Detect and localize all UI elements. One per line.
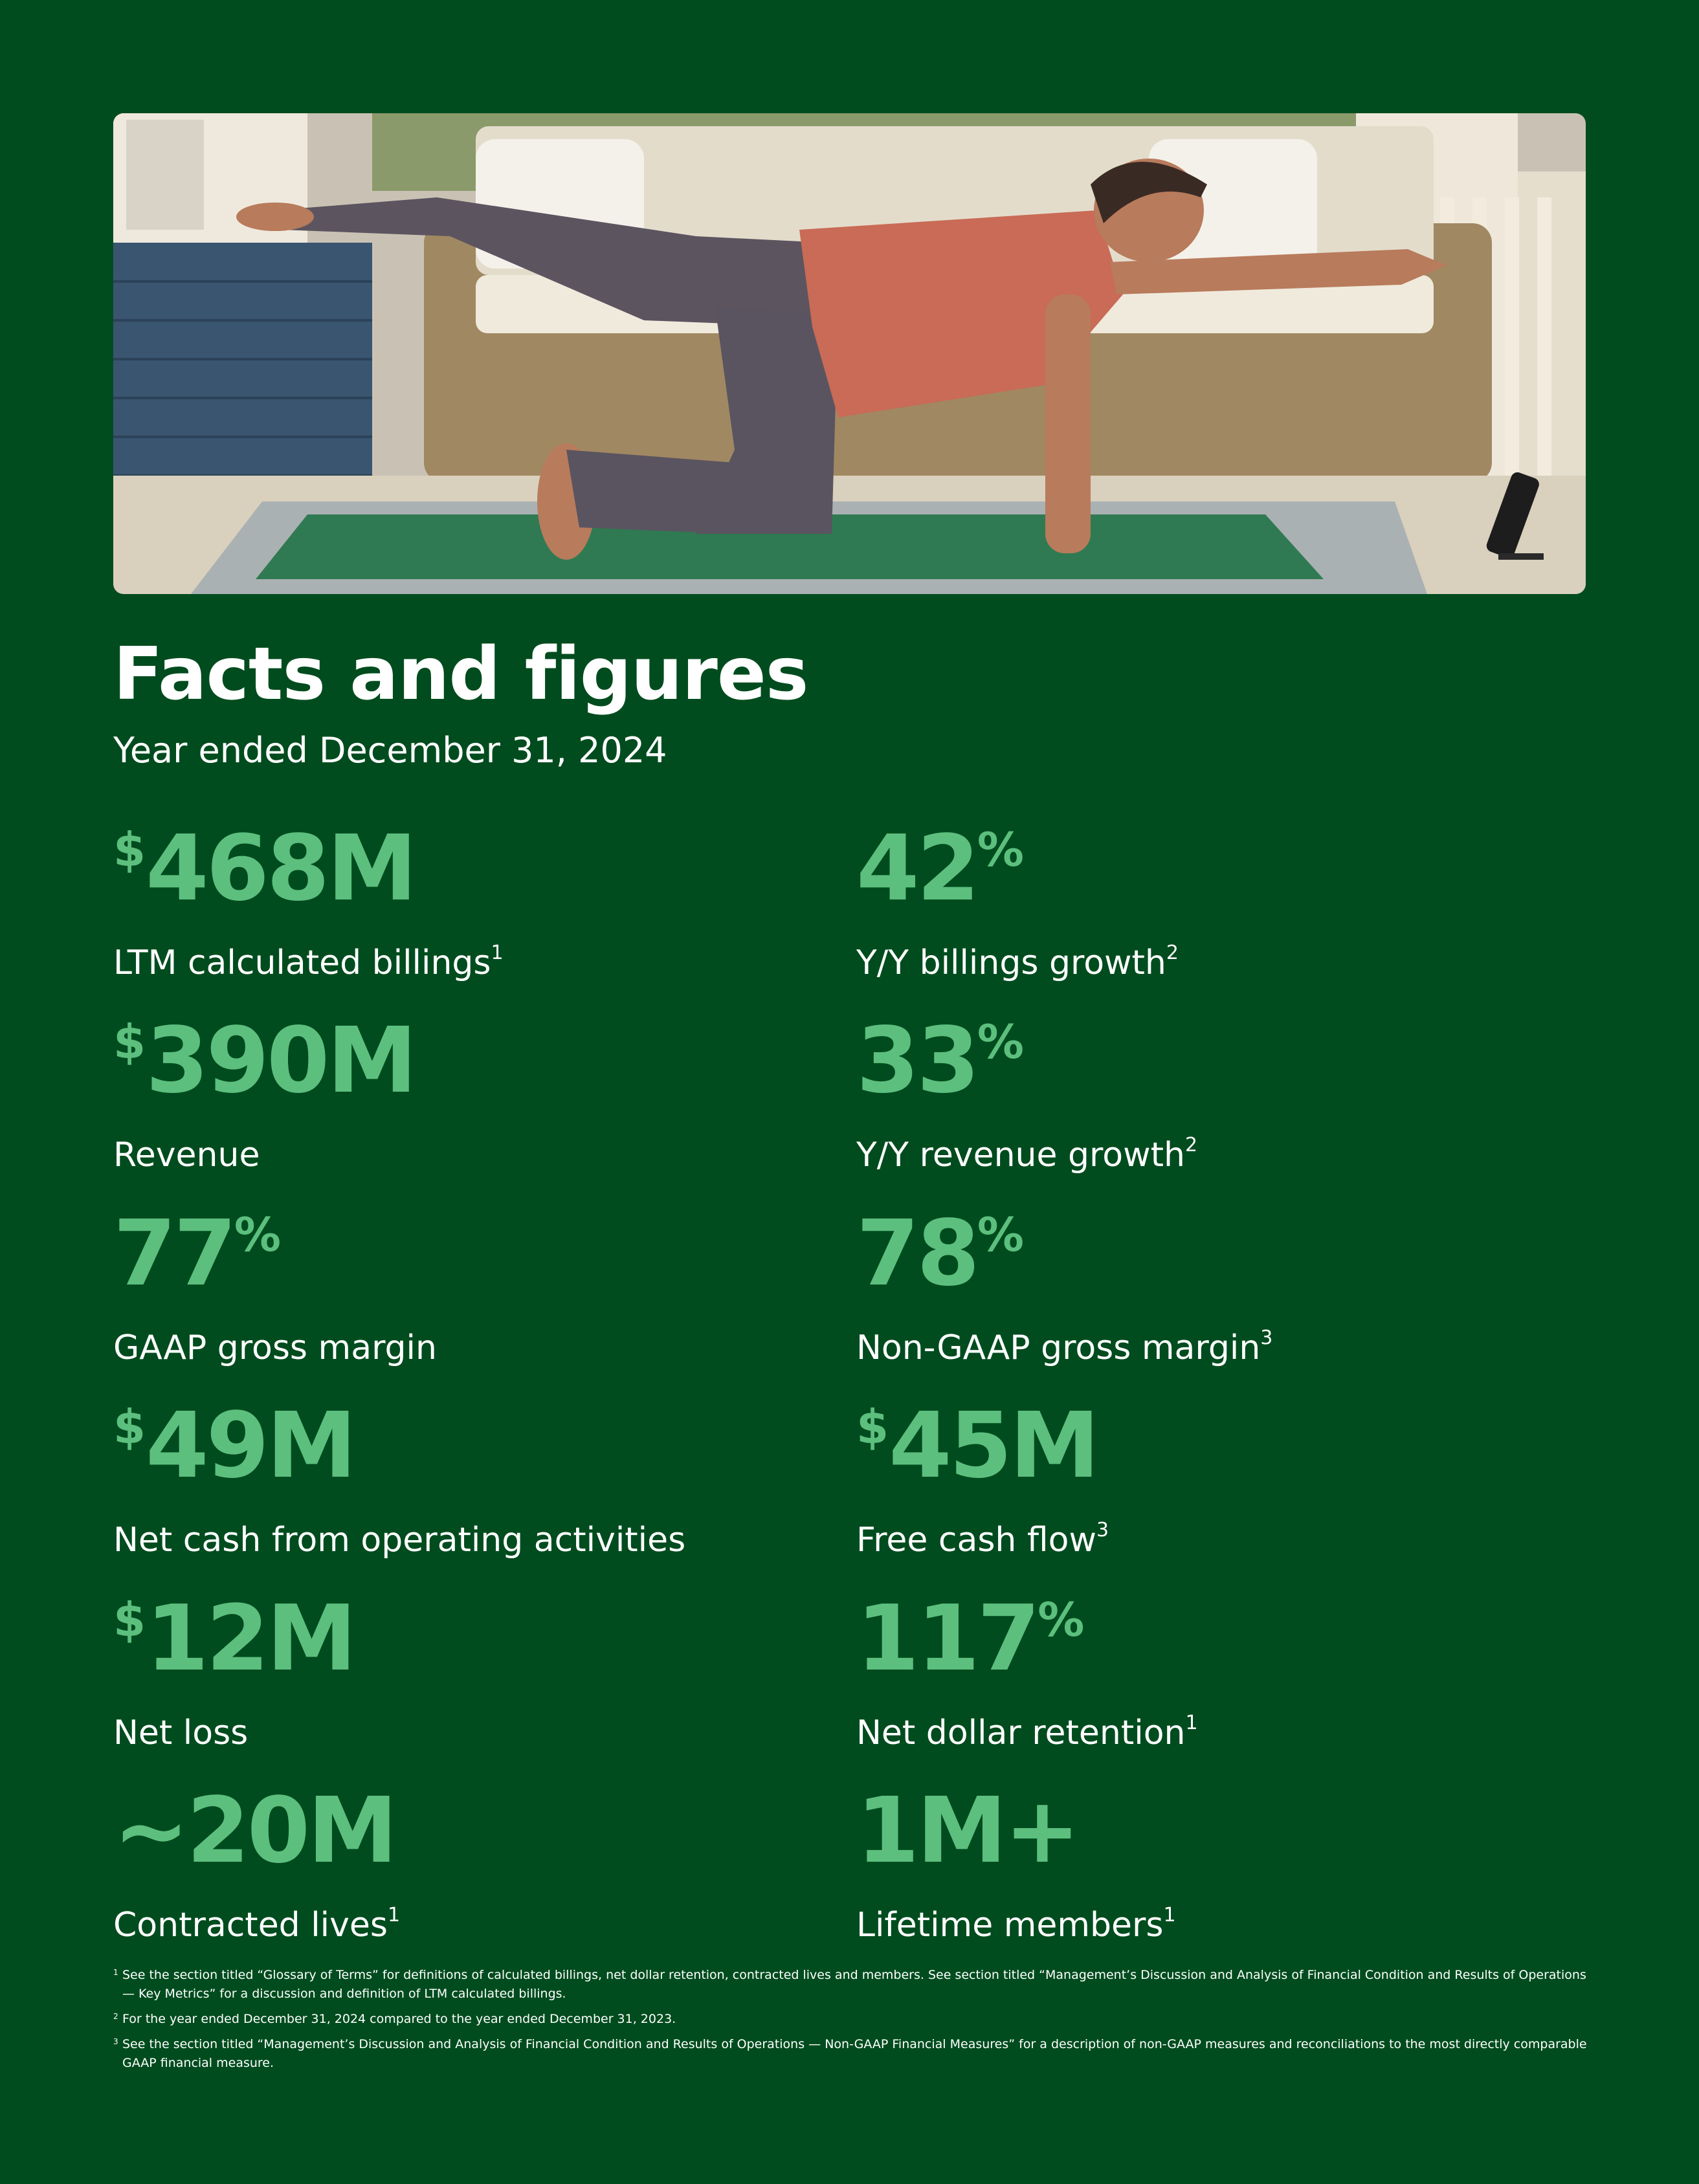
metric-suffix: % bbox=[977, 822, 1024, 877]
metric-label-text: Revenue bbox=[113, 1136, 260, 1175]
metric-number: 12M bbox=[146, 1586, 355, 1692]
metric-revenue bbox=[113, 1008, 825, 1175]
metric-number: 1M+ bbox=[856, 1778, 1078, 1884]
metric-number: 33 bbox=[856, 1008, 977, 1114]
hero-photo-illustration bbox=[113, 113, 1586, 594]
metric-number: 117 bbox=[856, 1586, 1038, 1692]
metric-number: 49M bbox=[146, 1393, 355, 1499]
metric-label-text: Free cash flow bbox=[856, 1521, 1097, 1560]
metric-label-text: Y/Y revenue growth bbox=[856, 1136, 1185, 1175]
metric-value bbox=[113, 1393, 825, 1499]
metric-label-text: LTM calculated billings bbox=[113, 943, 491, 982]
metric-value bbox=[856, 1778, 1568, 1884]
metric-value bbox=[113, 1008, 825, 1114]
metric-label bbox=[113, 1135, 825, 1175]
metric-label bbox=[113, 1905, 825, 1945]
metric-ltm-billings bbox=[113, 816, 825, 983]
metric-label-text: Lifetime members bbox=[856, 1906, 1164, 1945]
footnote-text: See the section titled “Glossary of Terms” for definitions of calculated billings, net dollar retention, contracted lives and members. See section titled “Management’s Discussion and Analysis of Financial Condition and Results of Operations — Key Metrics” for a discussion and definition of LTM calculated billings. bbox=[122, 1968, 1586, 2001]
metric-value bbox=[856, 1393, 1568, 1499]
metric-gaap-gross-margin bbox=[113, 1201, 825, 1368]
metric-suffix: % bbox=[1038, 1593, 1085, 1647]
footnote-number: 3 bbox=[113, 2037, 118, 2046]
footnote-ref: 1 bbox=[1163, 1904, 1176, 1926]
metric-number: ~20M bbox=[113, 1778, 395, 1884]
footnote bbox=[113, 2010, 1589, 2029]
footnote-ref: 1 bbox=[1185, 1712, 1198, 1734]
footnotes bbox=[113, 1966, 1589, 2079]
metric-prefix: $ bbox=[856, 1400, 889, 1454]
metric-billings-growth bbox=[856, 816, 1568, 983]
metric-value bbox=[113, 1586, 825, 1692]
footnote-ref: 2 bbox=[1184, 1134, 1198, 1156]
metric-suffix: % bbox=[977, 1015, 1024, 1069]
metric-label-text: GAAP gross margin bbox=[113, 1329, 437, 1367]
metric-net-dollar-retention bbox=[856, 1586, 1568, 1753]
metric-prefix: $ bbox=[113, 1593, 146, 1647]
metric-label bbox=[113, 1713, 825, 1753]
footnote-ref: 1 bbox=[491, 942, 504, 964]
metric-suffix: % bbox=[977, 1208, 1024, 1262]
metric-revenue-growth bbox=[856, 1008, 1568, 1175]
metric-label bbox=[113, 1328, 825, 1368]
metric-net-loss bbox=[113, 1586, 825, 1753]
footnote-ref: 1 bbox=[387, 1904, 401, 1926]
metric-free-cash-flow bbox=[856, 1393, 1568, 1560]
footnote-ref: 3 bbox=[1260, 1327, 1273, 1349]
metric-value bbox=[113, 1778, 825, 1884]
metric-label-text: Contracted lives bbox=[113, 1906, 388, 1945]
metric-contracted-lives bbox=[113, 1778, 825, 1945]
metric-label bbox=[113, 1520, 825, 1560]
metric-label-text: Y/Y billings growth bbox=[856, 943, 1166, 982]
footnote-number: 2 bbox=[113, 2012, 118, 2021]
metric-value bbox=[856, 1586, 1568, 1692]
metric-label-text: Non-GAAP gross margin bbox=[856, 1329, 1261, 1367]
metric-label bbox=[856, 943, 1568, 983]
metric-label bbox=[856, 1135, 1568, 1175]
footnote-number: 1 bbox=[113, 1968, 118, 1977]
footnote bbox=[113, 2035, 1589, 2073]
metric-number: 468M bbox=[146, 816, 415, 921]
metric-prefix: $ bbox=[113, 1400, 146, 1454]
metric-value bbox=[856, 816, 1568, 921]
metric-value bbox=[856, 1008, 1568, 1114]
metric-value bbox=[113, 1201, 825, 1307]
footnote-text: For the year ended December 31, 2024 compared to the year ended December 31, 2023. bbox=[122, 2012, 676, 2026]
metric-number: 78 bbox=[856, 1201, 977, 1307]
metric-label bbox=[856, 1905, 1568, 1945]
metric-number: 390M bbox=[146, 1008, 415, 1114]
metric-label-text: Net dollar retention bbox=[856, 1714, 1186, 1752]
metric-value bbox=[113, 816, 825, 921]
page-subtitle: Year ended December 31, 2024 bbox=[113, 730, 667, 771]
metric-net-cash-operating bbox=[113, 1393, 825, 1560]
metric-prefix: $ bbox=[113, 1015, 146, 1069]
footnote bbox=[113, 1966, 1589, 2003]
metric-lifetime-members bbox=[856, 1778, 1568, 1945]
metric-label bbox=[856, 1328, 1568, 1368]
metric-label bbox=[856, 1520, 1568, 1560]
footnote-ref: 2 bbox=[1166, 942, 1179, 964]
hero-photo bbox=[113, 113, 1586, 594]
footnote-ref: 3 bbox=[1096, 1519, 1109, 1541]
footnote-text: See the section titled “Management’s Discussion and Analysis of Financial Condition and Results of Operations — Non-GAAP Financial Measures” for a description of non-GAAP measures and reconciliations to the most directly comparable GAAP financial measure. bbox=[122, 2037, 1587, 2070]
page-title: Facts and figures bbox=[113, 632, 808, 716]
metric-prefix: $ bbox=[113, 822, 146, 877]
metric-number: 77 bbox=[113, 1201, 234, 1307]
metric-value bbox=[856, 1201, 1568, 1307]
metric-label bbox=[856, 1713, 1568, 1753]
metric-number: 42 bbox=[856, 816, 977, 921]
metric-suffix: % bbox=[234, 1208, 281, 1262]
metric-label bbox=[113, 943, 825, 983]
metric-label-text: Net loss bbox=[113, 1714, 249, 1752]
metric-label-text: Net cash from operating activities bbox=[113, 1521, 686, 1560]
metric-non-gaap-gross-margin bbox=[856, 1201, 1568, 1368]
metric-number: 45M bbox=[889, 1393, 1098, 1499]
